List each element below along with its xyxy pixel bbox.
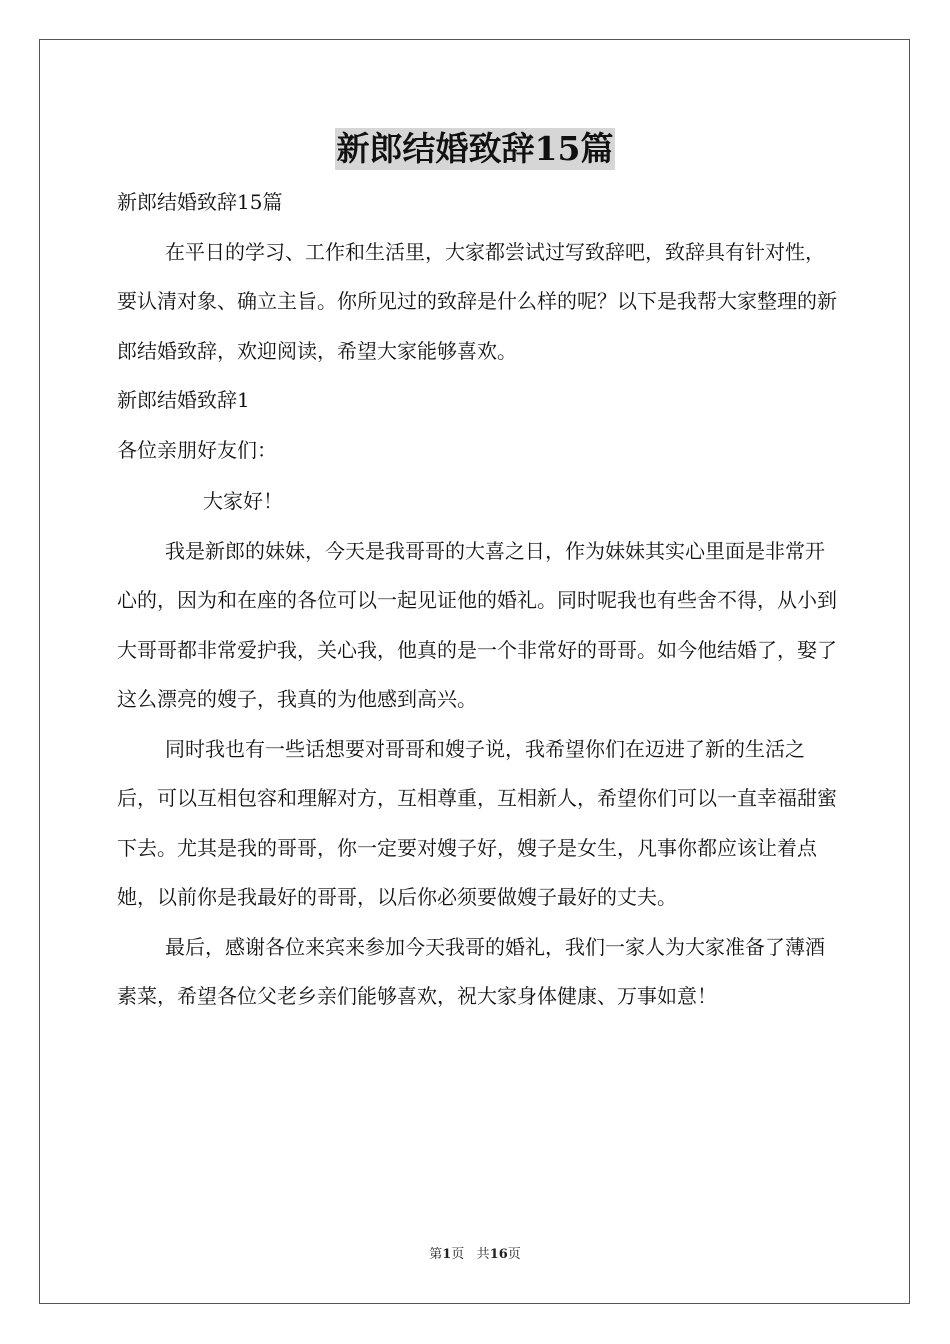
page-footer <box>0 1246 950 1264</box>
greeting: 大家好！ <box>203 489 283 513</box>
salutation: 各位亲朋好友们： <box>117 437 277 462</box>
page-suffix: 页 <box>451 1247 465 1262</box>
section-heading: 新郎结婚致辞1 <box>117 388 250 412</box>
body-paragraph: 最后，感谢各位来宾来参加今天我哥的婚礼，我们一家人为大家准备了薄酒素菜，希望各位父老乡亲们能够喜欢，祝大家身体健康、万事如意！ <box>117 934 825 1008</box>
total-suffix: 页 <box>507 1247 521 1262</box>
page-prefix: 第 <box>429 1247 443 1262</box>
document-title: 新郎结婚致辞15篇 <box>336 129 614 168</box>
page-current: 1 <box>442 1247 452 1262</box>
body-paragraph: 我是新郎的妹妹，今天是我哥哥的大喜之日，作为妹妹其实心里面是非常开心的，因为和在座的各位可以一起见证他的婚礼。同时呢我也有些舍不得，从小到大哥哥都非常爱护我，关心我，他真的是一个非常好的哥哥。如今他结婚了，娶了这么漂亮的嫂子，我真的为他感到高兴。 <box>117 538 837 711</box>
page-total: 16 <box>489 1247 508 1262</box>
body-paragraph: 同时我也有一些话想要对哥哥和嫂子说，我希望你们在迈进了新的生活之后，可以互相包容和理解对方，互相尊重，互相新人，希望你们可以一直幸福甜蜜下去。尤其是我的哥哥，你一定要对嫂子好，嫂子是女生，凡事你都应该让着点她，以前你是我最好的哥哥，以后你必须要做嫂子最好的丈夫。 <box>117 736 837 909</box>
title-container <box>0 128 950 170</box>
subtitle-line: 新郎结婚致辞15篇 <box>117 190 283 214</box>
intro-paragraph: 在平日的学习、工作和生活里，大家都尝试过写致辞吧，致辞具有针对性，要认清对象、确立主旨。你所见过的致辞是什么样的呢？以下是我帮大家整理的新郎结婚致辞，欢迎阅读，希望大家能够喜欢。 <box>117 239 837 363</box>
document-body <box>117 178 839 1022</box>
total-prefix: 共 <box>476 1247 490 1262</box>
